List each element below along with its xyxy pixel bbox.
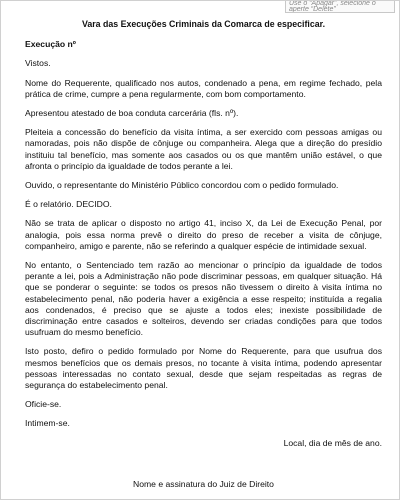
- editing-hint-tooltip: [285, 1, 395, 13]
- paragraph-2: Apresentou atestado de boa conduta carcerária (fls. nº).: [25, 108, 239, 119]
- paragraph-intimem: Intimem-se.: [25, 418, 70, 429]
- judge-signature-line: Nome e assinatura do Juiz de Direito: [133, 478, 274, 489]
- location-date: Local, dia de mês de ano.: [283, 437, 382, 448]
- paragraph-4: Ouvido, o representante do Ministério Público concordou com o pedido formulado.: [25, 180, 339, 191]
- paragraph-3: Pleiteia a concessão do benefício da visita íntima, a ser exercido com pessoas amigas ou namoradas, pois não dispõe de cônjuge ou companheira. Alega que a direção do presídio instituiu tal benefício, mas somente aos casados ou os que mantêm união estável, o que afronta o princípio da igualdade de todos perante a lei.: [25, 127, 382, 171]
- paragraph-8: Isto posto, defiro o pedido formulado por Nome do Requerente, para que usufrua dos mesmos benefícios que os demais presos, no tocante à visita íntima, podendo apresentar pessoas interessadas no contato sexual, desde que sejam respeitadas as regras de segurança do estabelecimento penal.: [25, 346, 382, 391]
- paragraph-6: Não se trata de aplicar o disposto no artigo 41, inciso X, da Lei de Execução Penal, por analogia, pois essa norma prevê o direito do preso de receber a visita de cônjuge, companheiro, amigo e parente, não se referindo a qualquer espécie de intimidade sexual.: [25, 218, 382, 251]
- paragraph-oficie: Oficie-se.: [25, 399, 62, 410]
- paragraph-vistos: Vistos.: [25, 58, 51, 69]
- hint-line-1: Use o “Apagar”, selecione o: [289, 1, 376, 7]
- hint-line-2: aperte “Delete”: [289, 6, 336, 13]
- document-body: [25, 19, 382, 498]
- document-title: Vara das Execuções Criminais da Comarca de especificar.: [81, 19, 326, 29]
- paragraph-1: Nome do Requerente, qualificado nos autos, condenado a pena, em regime fechado, pela prática de crime, cumpre a pena regularmente, com bom comportamento.: [25, 77, 382, 99]
- paragraph-5: É o relatório. DECIDO.: [25, 199, 112, 210]
- paragraph-7: No entanto, o Sentenciado tem razão ao mencionar o princípio da igualdade de todos perante a lei, pois a Administração não pode discriminar pessoas, em qualquer situação. Há que se ponderar o seguinte: se todos os presos não tivessem o direito à visita íntima no estabelecimento penal, não poderia haver a exigência a esse respeito; instituída a regalia aos condenados, é preciso que se ajuste a todos eles; inexiste possibilidade de discriminação entre casados e solteiros, devendo ser criadas condições para que todos usufruam do mesmo benefício.: [25, 260, 382, 338]
- execution-number-label: Execução nº: [25, 39, 76, 50]
